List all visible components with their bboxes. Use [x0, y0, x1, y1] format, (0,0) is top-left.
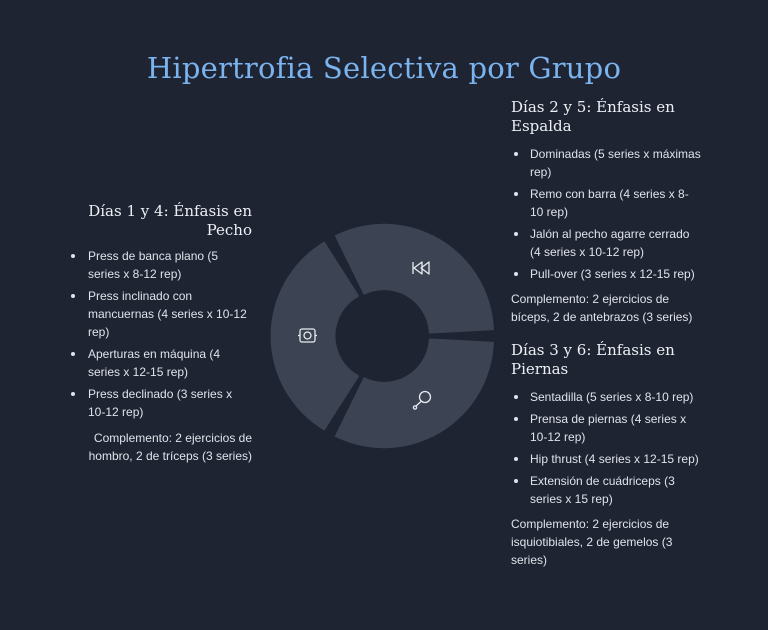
- list-item: Aperturas en máquina (4 series x 12-15 rep): [68, 345, 252, 381]
- section-back-title: Días 2 y 5: Énfasis en Espalda: [511, 98, 675, 135]
- list-item: Press inclinado con mancuernas (4 series x 10-12 rep): [68, 287, 252, 341]
- list-item: Pull-over (3 series x 12-15 rep): [511, 265, 701, 283]
- segment-legs: [335, 338, 494, 448]
- section-chest-list: [68, 247, 252, 421]
- section-chest-title: Días 1 y 4: Énfasis en Pecho: [88, 202, 252, 239]
- ring-diagram: [270, 222, 498, 450]
- segment-back: [335, 224, 494, 334]
- list-item: Dominadas (5 series x máximas rep): [511, 145, 701, 181]
- list-item: Press declinado (3 series x 10-12 rep): [68, 385, 252, 421]
- list-item: Sentadilla (5 series x 8-10 rep): [511, 388, 701, 406]
- list-item: Extensión de cuádriceps (3 series x 15 rep): [511, 472, 701, 508]
- list-item: Jalón al pecho agarre cerrado (4 series x 10-12 rep): [511, 225, 701, 261]
- section-legs-complement: Complemento: 2 ejercicios de isquiotibiales, 2 de gemelos (3 series): [511, 517, 673, 567]
- list-item: Hip thrust (4 series x 12-15 rep): [511, 450, 701, 468]
- section-chest-complement: Complemento: 2 ejercicios de hombro, 2 de tríceps (3 series): [88, 431, 252, 463]
- section-back-list: [511, 145, 701, 283]
- list-item: Remo con barra (4 series x 8-10 rep): [511, 185, 701, 221]
- section-back: [511, 98, 701, 326]
- section-legs-title: Días 3 y 6: Énfasis en Piernas: [511, 341, 675, 378]
- section-legs: [511, 341, 701, 569]
- diagram-title: Hipertrofia Selectiva por Grupo: [146, 51, 622, 86]
- section-legs-list: [511, 388, 701, 508]
- section-chest: [68, 202, 252, 465]
- section-back-complement: Complemento: 2 ejercicios de bíceps, 2 de antebrazos (3 series): [511, 292, 693, 324]
- list-item: Press de banca plano (5 series x 8-12 rep): [68, 247, 252, 283]
- list-item: Prensa de piernas (4 series x 10-12 rep): [511, 410, 701, 446]
